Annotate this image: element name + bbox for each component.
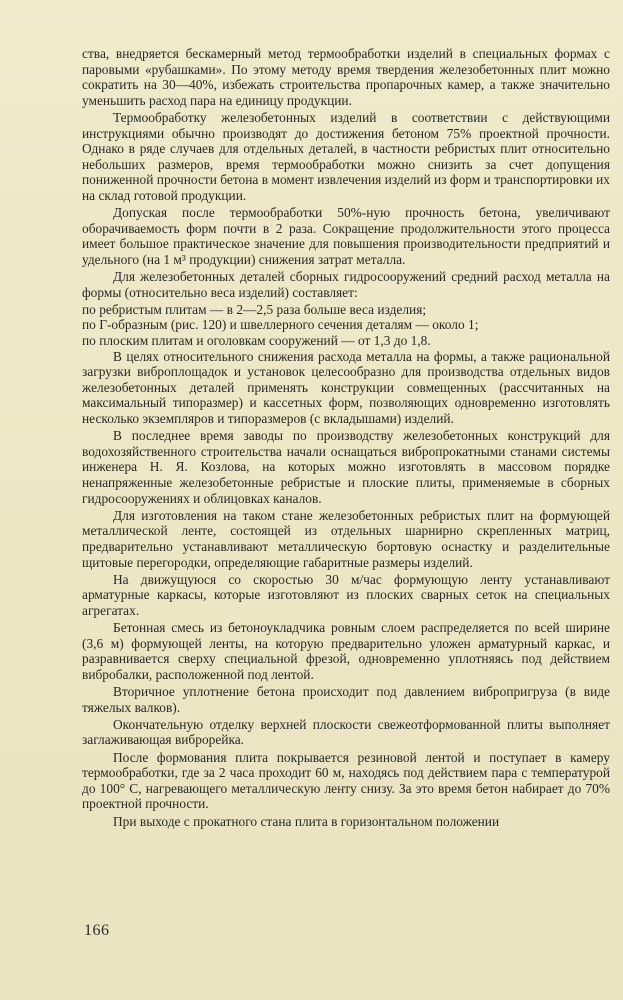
paragraph: На движущуюся со скоростью 30 м/час формующую ленту устанавливают арматурные каркасы, которые изготовляют из плоских сварных сеток на специальных агрегатах.: [82, 571, 610, 618]
list-item: по ребристым плитам — в 2—2,5 раза больше веса изделия;: [82, 301, 427, 317]
paragraph: Бетонная смесь из бетоноукладчика ровным слоем распределяется по всей ширине (3,6 м) формующей ленты, на которую предварительно уложен арматурный каркас, и разравнивается сверху специальной фрезой, одновременно уплотняясь под действием вибробалки, расположенной под лентой.: [82, 620, 610, 682]
paragraph: В последнее время заводы по производству железобетонных конструкций для водохозяйственного строительства начали оснащаться вибропрокатными станами системы инженера Н. Я. Козлова, на которых можно изготовлять в массовом порядке ненапряженные железобетонные ребристые и плоские плиты, применяемые в сборных гидросооружениях и облицовках каналов.: [82, 428, 610, 506]
paragraph: Окончательную отделку верхней плоскости свежеотформованной плиты выполняет заглаживающая виброрейка.: [82, 716, 610, 748]
list-item: по плоским плитам и оголовкам сооружений — от 1,3 до 1,8.: [82, 333, 431, 349]
paragraph: Для железобетонных деталей сборных гидросооружений средний расход металла на формы (относительно веса изделий) составляет:: [82, 269, 610, 300]
paragraph: При выходе с прокатного стана плита в горизонтальном положении: [113, 813, 500, 829]
paragraph: Для изготовления на таком стане железобетонных ребристых плит на формующей металлической ленте, состоящей из отдельных шарнирно скрепленных матриц, предварительно устанавливают металлическую бортовую оснастку и разделительные щитовые перегородки, определяющие габаритные размеры изделий.: [82, 507, 610, 570]
paragraph: После формования плита покрывается резиновой лентой и поступает в камеру термообработки, где за 2 часа проходит 60 м, находясь под действием пара с температурой до 100° С, нагревающего металлическую ленту снизу. За это время бетон набирает до 70% проектной прочности.: [82, 749, 610, 812]
text-column: [82, 46, 610, 831]
paragraph: Термообработку железобетонных изделий в соответствии с действующими инструкциями обычно производят до достижения бетоном 75% проектной прочности. Однако в ряде случаев для отдельных деталей, в частности ребристых плит относительно небольших размеров, время термообработки можно снизить за счет допущения пониженной прочности бетона в момент извлечения изделий из форм и транспортировки их на склад готовой продукции.: [82, 109, 610, 203]
list-item: по Г-образным (рис. 120) и швеллерного сечения деталям — около 1;: [82, 317, 479, 333]
page-number: 166: [84, 922, 110, 939]
paragraph: Вторичное уплотнение бетона происходит под давлением вибропригруза (в виде тяжелых валков).: [82, 684, 610, 715]
paragraph: Допуская после термообработки 50%-ную прочность бетона, увеличивают оборачиваемость форм почти в 2 раза. Сокращение продолжительности этого процесса имеет большое практическое значение для повышения производительности предприятий и удельного (на 1 м³ продукции) снижения затрат металла.: [82, 205, 610, 267]
paragraph: В целях относительного снижения расхода металла на формы, а также рациональной загрузки виброплощадок и установок целесообразно для производства отдельных видов железобетонных деталей применять конструкции совмещенных (рассчитанных на максимальный типоразмер) и кассетных форм, позволяющих одновременно изготовлять несколько экземпляров и типоразмеров (с вкладышами) изделий.: [82, 348, 610, 427]
paragraph-continuation: ства, внедряется бескамерный метод термообработки изделий в специальных формах с паровыми «рубашками». По этому методу время твердения железобетонных плит можно сократить на 30—40%, избежать строительства пропарочных камер, а также значительно уменьшить расход пара на единицу продукции.: [82, 46, 610, 108]
